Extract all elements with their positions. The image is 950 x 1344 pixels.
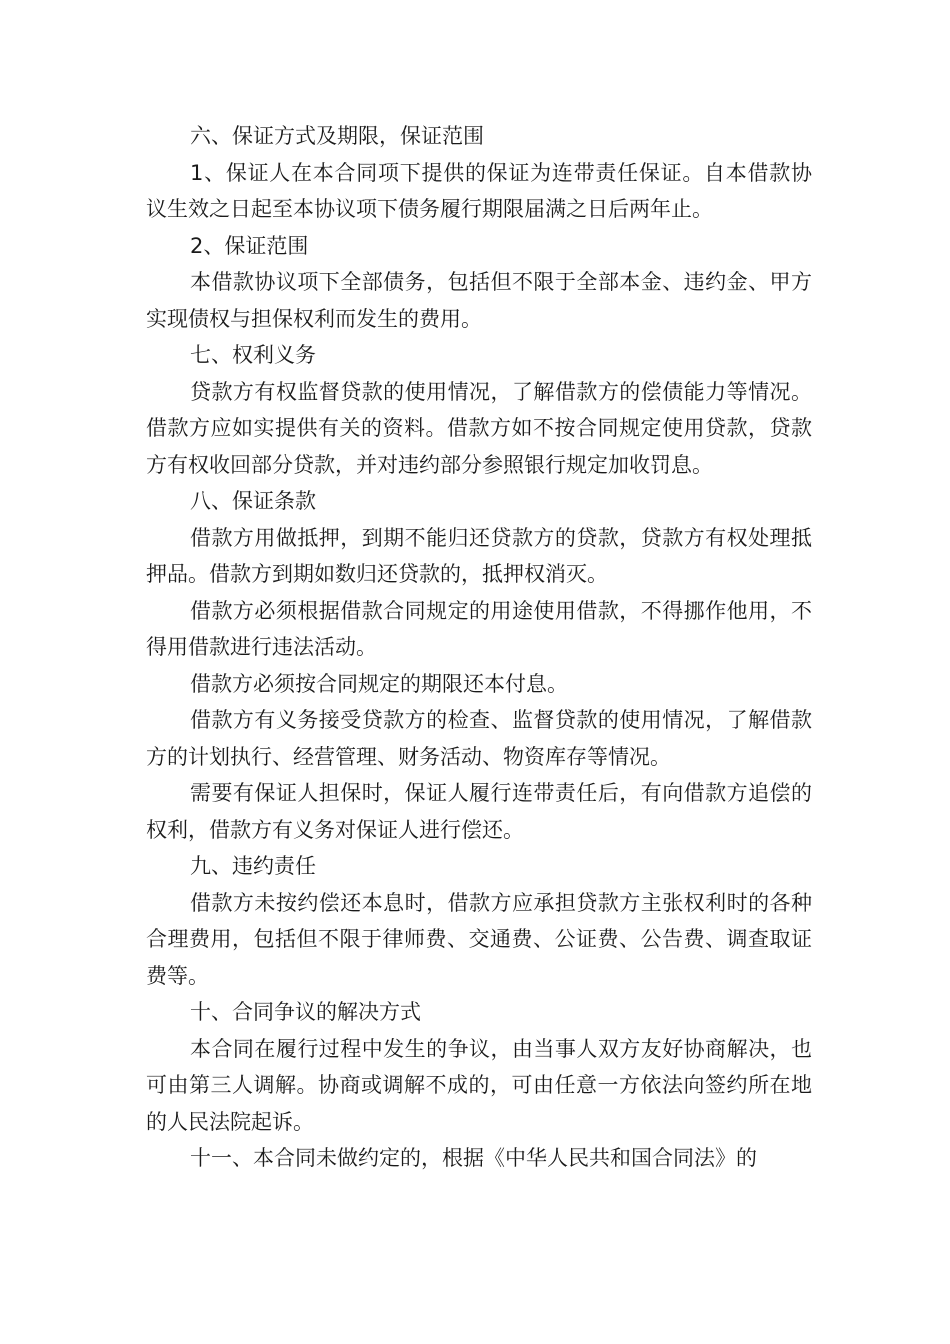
document-body <box>146 118 812 1177</box>
paragraph-dispute-resolution: 本合同在履行过程中发生的争议，由当事人双方友好协商解决，也可由第三人调解。协商或调解不成的，可由任意一方依法向签约所在地的人民法院起诉。 <box>146 1036 812 1134</box>
paragraph-inspection: 借款方有义务接受贷款方的检查、监督贷款的使用情况，了解借款方的计划执行、经营管理、财务活动、物资库存等情况。 <box>146 708 812 769</box>
section-heading-guarantee-method: 六、保证方式及期限，保证范围 <box>190 124 484 148</box>
paragraph-collateral: 借款方用做抵押，到期不能归还贷款方的贷款，贷款方有权处理抵押品。借款方到期如数归还贷款的，抵押权消灭。 <box>146 525 812 586</box>
paragraph-guarantee-scope: 本借款协议项下全部债务，包括但不限于全部本金、违约金、甲方实现债权与担保权利而发生的费用。 <box>146 270 812 331</box>
paragraph-lender-rights: 贷款方有权监督贷款的使用情况，了解借款方的偿债能力等情况。借款方应如实提供有关的资料。借款方如不按合同规定使用贷款，贷款方有权收回部分贷款，并对违约部分参照银行规定加收罚息。 <box>146 379 812 477</box>
section-heading-other-matters: 十一、本合同未做约定的，根据《中华人民共和国合同法》的 <box>190 1146 757 1170</box>
section-heading-rights-obligations: 七、权利义务 <box>190 343 316 367</box>
paragraph-breach-costs: 借款方未按约偿还本息时，借款方应承担贷款方主张权利时的各种合理费用，包括但不限于律师费、交通费、公证费、公告费、调查取证费等。 <box>146 890 812 988</box>
section-heading-guarantee-clauses: 八、保证条款 <box>190 489 316 513</box>
section-heading-breach-liability: 九、违约责任 <box>190 854 316 878</box>
subheading-guarantee-scope: 2、保证范围 <box>190 233 309 258</box>
section-heading-dispute-resolution: 十、合同争议的解决方式 <box>190 1000 421 1024</box>
paragraph-guarantor-recourse: 需要有保证人担保时，保证人履行连带责任后，有向借款方追偿的权利，借款方有义务对保证人进行偿还。 <box>146 781 812 842</box>
paragraph-loan-usage: 借款方必须根据借款合同规定的用途使用借款，不得挪作他用，不得用借款进行违法活动。 <box>146 598 812 659</box>
paragraph-guarantee-type: 1、保证人在本合同项下提供的保证为连带责任保证。自本借款协议生效之日起至本协议项下债务履行期限届满之日后两年止。 <box>146 160 812 221</box>
paragraph-repayment: 借款方必须按合同规定的期限还本付息。 <box>190 671 568 696</box>
